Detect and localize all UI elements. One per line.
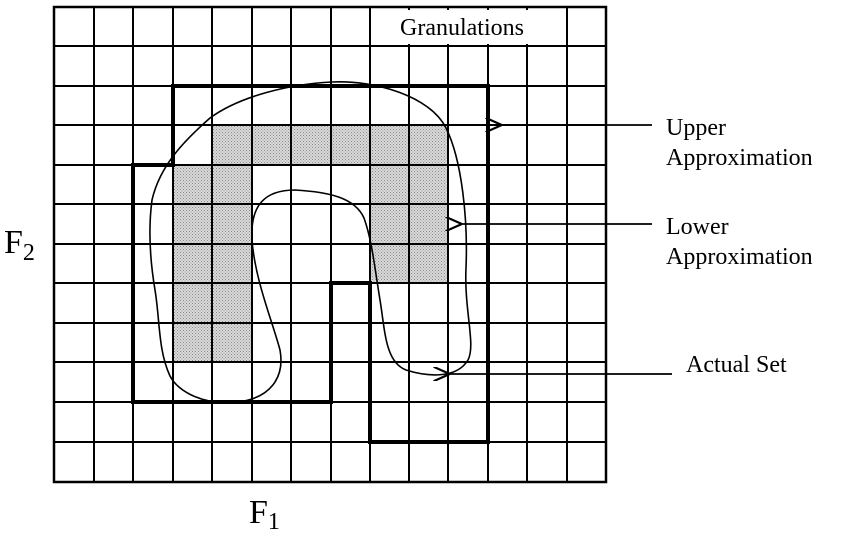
lower-approximation-label-line2: Approximation xyxy=(666,244,813,270)
upper-approximation-label-line2: Approximation xyxy=(666,145,813,171)
annotation-arrows xyxy=(448,125,672,374)
actual-set-label: Actual Set xyxy=(686,352,787,378)
diagram-title: Granulations xyxy=(400,15,524,41)
lower-approximation-label-line1: Lower xyxy=(666,214,729,240)
x-axis-label: F1 xyxy=(249,494,280,535)
upper-approximation-label-line1: Upper xyxy=(666,115,726,141)
y-axis-label: $F_2$ xyxy=(4,224,35,266)
granulation-grid xyxy=(54,7,606,482)
